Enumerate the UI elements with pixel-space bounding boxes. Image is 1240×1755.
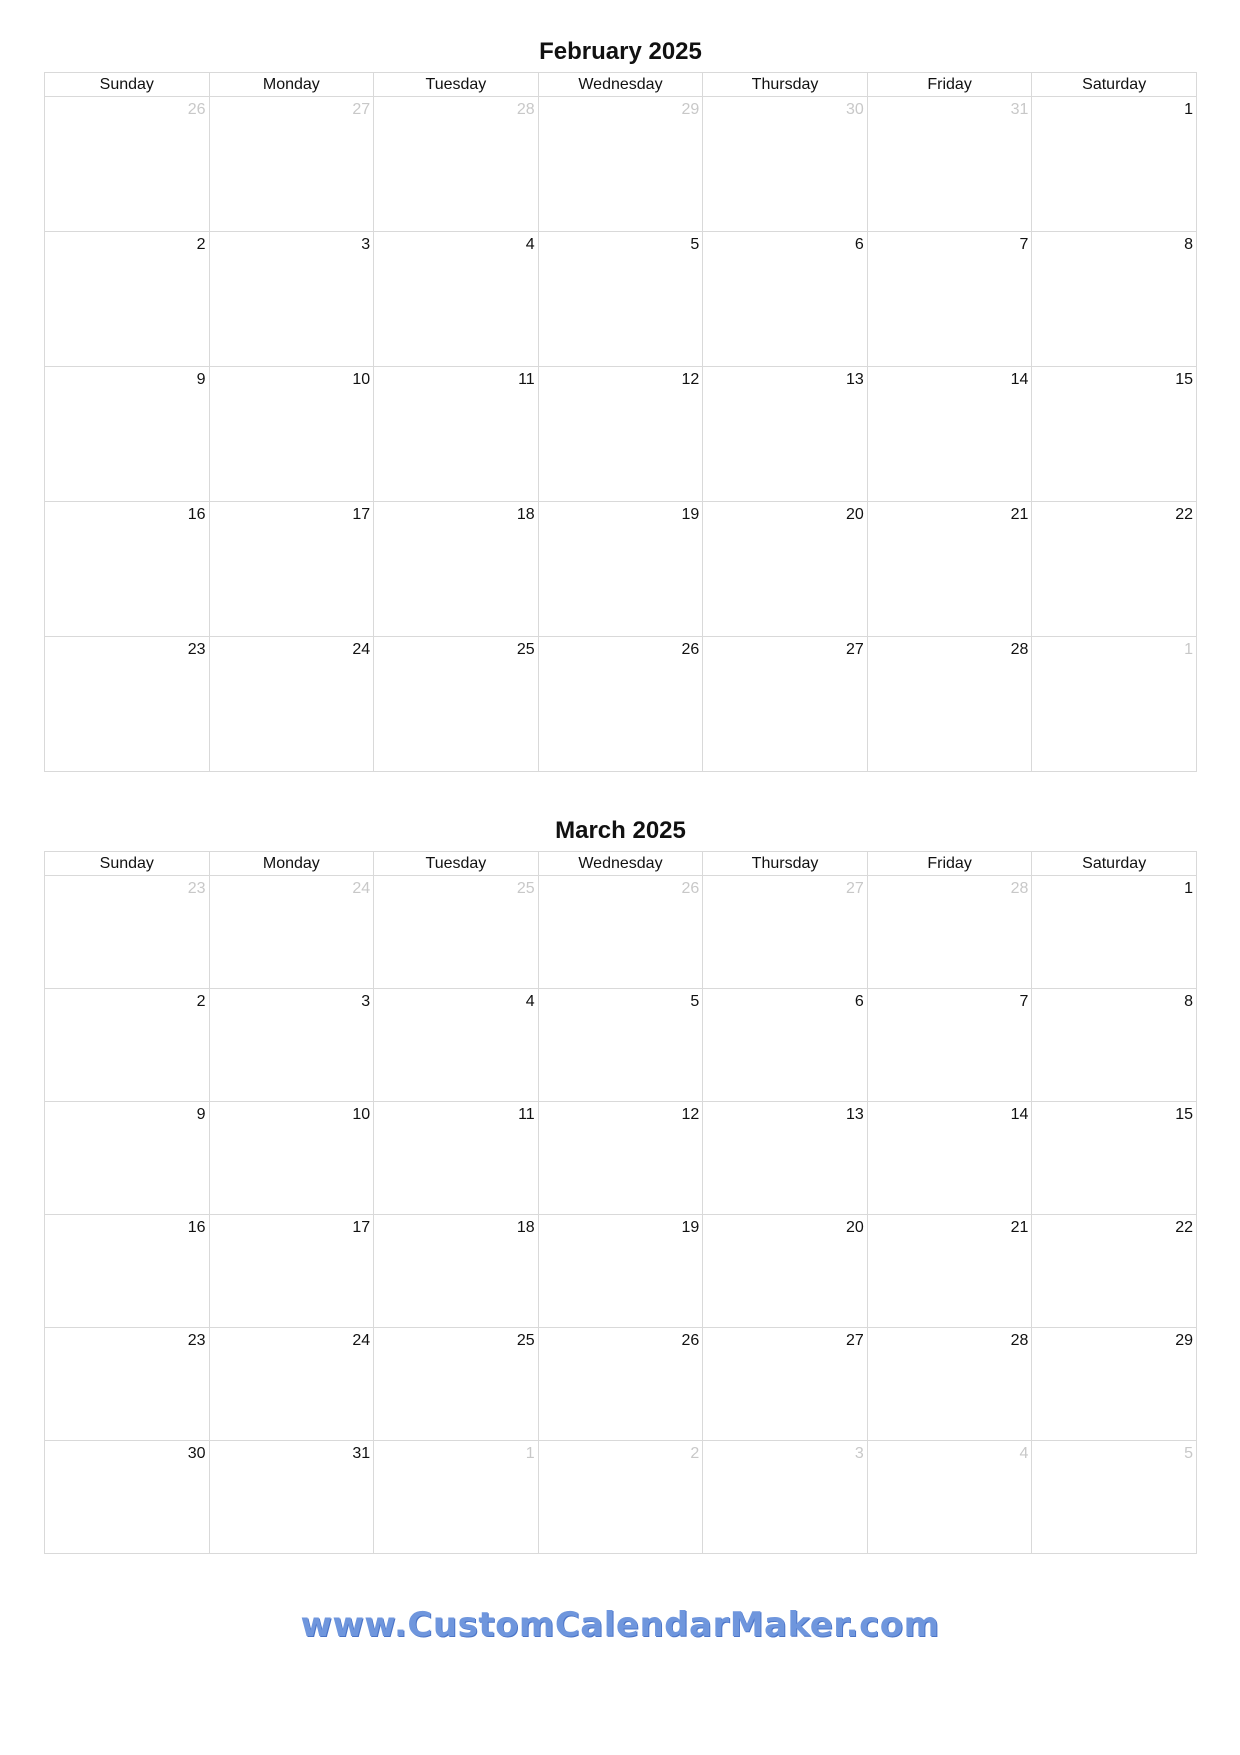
- week-row: [45, 502, 1197, 637]
- week-row: [45, 1328, 1197, 1441]
- day-cell[interactable]: [45, 502, 210, 637]
- day-cell[interactable]: [703, 1102, 868, 1215]
- month-title: February 2025: [539, 38, 702, 65]
- day-cell[interactable]: [45, 1441, 210, 1554]
- day-number: 6: [854, 236, 864, 253]
- week-row: [45, 367, 1197, 502]
- day-cell[interactable]: [867, 1215, 1032, 1328]
- day-cell[interactable]: [45, 1328, 210, 1441]
- day-cell[interactable]: [867, 232, 1032, 367]
- day-cell[interactable]: [1032, 989, 1197, 1102]
- day-number: 1: [1184, 880, 1193, 897]
- day-number: 24: [352, 641, 371, 658]
- footer-website-link[interactable]: www.CustomCalendarMaker.com: [300, 1605, 940, 1645]
- day-number: 3: [854, 1445, 864, 1462]
- day-number: 7: [1019, 993, 1029, 1010]
- day-number: 28: [1010, 1332, 1029, 1349]
- day-cell-other-month[interactable]: [703, 1441, 868, 1554]
- month-title: March 2025: [555, 817, 686, 844]
- day-cell[interactable]: [538, 1215, 703, 1328]
- day-cell[interactable]: [374, 502, 539, 637]
- day-cell[interactable]: [867, 989, 1032, 1102]
- day-number: 5: [690, 993, 700, 1010]
- day-number: 9: [196, 1106, 206, 1123]
- day-number: 26: [681, 641, 700, 658]
- day-number: 9: [196, 371, 206, 388]
- day-number: 17: [352, 506, 371, 523]
- day-number: 5: [690, 236, 700, 253]
- day-cell[interactable]: [867, 502, 1032, 637]
- day-cell[interactable]: [867, 367, 1032, 502]
- day-number: 4: [1019, 1445, 1029, 1462]
- weekday-header-saturday: Saturday: [1032, 73, 1197, 97]
- day-number: 22: [1175, 1219, 1193, 1236]
- weekday-header-tuesday: Tuesday: [374, 852, 539, 876]
- day-number: 24: [352, 1332, 371, 1349]
- day-cell[interactable]: [1032, 97, 1197, 232]
- weekday-header-tuesday: Tuesday: [374, 73, 539, 97]
- day-cell-other-month[interactable]: [45, 876, 210, 989]
- weekday-header-monday: Monday: [209, 73, 374, 97]
- day-cell[interactable]: [703, 1328, 868, 1441]
- weekday-header-sunday: Sunday: [45, 852, 210, 876]
- day-cell[interactable]: [1032, 232, 1197, 367]
- day-cell-other-month[interactable]: [1032, 1441, 1197, 1554]
- day-number: 14: [1010, 371, 1029, 388]
- day-number: 21: [1010, 1219, 1029, 1236]
- day-cell-other-month[interactable]: [1032, 637, 1197, 772]
- day-cell-other-month[interactable]: [867, 97, 1032, 232]
- day-cell[interactable]: [703, 1215, 868, 1328]
- day-number: 23: [187, 880, 206, 897]
- day-number: 1: [1184, 641, 1193, 658]
- day-number: 25: [516, 641, 535, 658]
- day-cell-other-month[interactable]: [374, 876, 539, 989]
- day-number: 15: [1175, 1106, 1193, 1123]
- day-number: 7: [1019, 236, 1029, 253]
- day-number: 4: [525, 993, 535, 1010]
- week-row: [45, 1102, 1197, 1215]
- day-cell[interactable]: [374, 637, 539, 772]
- day-cell[interactable]: [703, 232, 868, 367]
- day-number: 1: [525, 1445, 535, 1462]
- weekday-header-friday: Friday: [867, 852, 1032, 876]
- day-number: 16: [187, 1219, 206, 1236]
- day-number: 26: [681, 1332, 700, 1349]
- day-number: 19: [681, 1219, 700, 1236]
- day-number: 20: [846, 506, 864, 523]
- day-number: 8: [1184, 993, 1193, 1010]
- day-cell[interactable]: [867, 1102, 1032, 1215]
- day-cell[interactable]: [209, 637, 374, 772]
- calendar-body: [45, 876, 1197, 1554]
- day-cell[interactable]: [867, 1328, 1032, 1441]
- weekday-header-row: [45, 852, 1197, 876]
- day-cell[interactable]: [538, 367, 703, 502]
- day-number: 22: [1175, 506, 1193, 523]
- day-cell-other-month[interactable]: [867, 876, 1032, 989]
- day-number: 11: [518, 1106, 535, 1123]
- day-cell[interactable]: [374, 1215, 539, 1328]
- day-number: 1: [1184, 101, 1193, 118]
- calendar-grid: [44, 851, 1197, 1554]
- day-cell[interactable]: [703, 637, 868, 772]
- day-cell[interactable]: [45, 637, 210, 772]
- day-cell[interactable]: [703, 989, 868, 1102]
- day-cell[interactable]: [1032, 1102, 1197, 1215]
- day-cell[interactable]: [538, 1328, 703, 1441]
- day-number: 3: [361, 993, 371, 1010]
- day-cell[interactable]: [1032, 367, 1197, 502]
- weekday-header-thursday: Thursday: [703, 852, 868, 876]
- day-number: 13: [846, 1106, 864, 1123]
- day-cell[interactable]: [45, 232, 210, 367]
- weekday-header-friday: Friday: [867, 73, 1032, 97]
- day-cell[interactable]: [374, 1328, 539, 1441]
- day-cell-other-month[interactable]: [209, 97, 374, 232]
- day-cell[interactable]: [45, 367, 210, 502]
- day-cell[interactable]: [1032, 502, 1197, 637]
- weekday-header-thursday: Thursday: [703, 73, 868, 97]
- weekday-header-sunday: Sunday: [45, 73, 210, 97]
- day-number: 8: [1184, 236, 1193, 253]
- day-number: 28: [1010, 641, 1029, 658]
- day-cell[interactable]: [703, 367, 868, 502]
- day-number: 3: [361, 236, 371, 253]
- day-number: 12: [681, 371, 700, 388]
- calendar-grid: [44, 72, 1197, 772]
- day-number: 29: [681, 101, 700, 118]
- day-number: 26: [681, 880, 700, 897]
- day-number: 31: [1010, 101, 1029, 118]
- day-cell-other-month[interactable]: [703, 876, 868, 989]
- day-cell[interactable]: [538, 989, 703, 1102]
- day-number: 18: [516, 1219, 535, 1236]
- day-number: 30: [846, 101, 864, 118]
- day-cell[interactable]: [867, 637, 1032, 772]
- weekday-header-wednesday: Wednesday: [538, 852, 703, 876]
- week-row: [45, 989, 1197, 1102]
- day-cell-other-month[interactable]: [703, 97, 868, 232]
- week-row: [45, 97, 1197, 232]
- day-number: 17: [352, 1219, 371, 1236]
- day-cell[interactable]: [209, 1215, 374, 1328]
- day-number: 21: [1010, 506, 1029, 523]
- day-number: 15: [1175, 371, 1193, 388]
- week-row: [45, 637, 1197, 772]
- day-number: 31: [352, 1445, 371, 1462]
- day-number: 26: [187, 101, 206, 118]
- day-number: 23: [187, 641, 206, 658]
- weekday-header-saturday: Saturday: [1032, 852, 1197, 876]
- day-number: 29: [1175, 1332, 1193, 1349]
- day-cell-other-month[interactable]: [538, 876, 703, 989]
- calendar-march: [44, 811, 1197, 1554]
- day-number: 28: [516, 101, 535, 118]
- day-cell-other-month[interactable]: [374, 1441, 539, 1554]
- weekday-header-row: [45, 73, 1197, 97]
- day-number: 4: [525, 236, 535, 253]
- day-number: 2: [196, 993, 206, 1010]
- day-cell[interactable]: [45, 1215, 210, 1328]
- day-cell-other-month[interactable]: [374, 97, 539, 232]
- day-cell-other-month[interactable]: [538, 1441, 703, 1554]
- day-number: 10: [352, 371, 371, 388]
- day-number: 18: [516, 506, 535, 523]
- day-number: 27: [846, 641, 864, 658]
- day-cell[interactable]: [209, 989, 374, 1102]
- weekday-header-monday: Monday: [209, 852, 374, 876]
- day-cell-other-month[interactable]: [209, 876, 374, 989]
- day-cell-other-month[interactable]: [538, 97, 703, 232]
- day-cell[interactable]: [374, 232, 539, 367]
- day-number: 27: [846, 880, 864, 897]
- day-cell[interactable]: [374, 367, 539, 502]
- day-number: 20: [846, 1219, 864, 1236]
- day-number: 2: [196, 236, 206, 253]
- week-row: [45, 232, 1197, 367]
- day-cell-other-month[interactable]: [45, 97, 210, 232]
- day-cell[interactable]: [538, 1102, 703, 1215]
- calendar-february: [44, 32, 1197, 772]
- day-cell[interactable]: [209, 367, 374, 502]
- day-number: 25: [516, 880, 535, 897]
- day-cell[interactable]: [1032, 1215, 1197, 1328]
- day-cell[interactable]: [538, 502, 703, 637]
- day-number: 24: [352, 880, 371, 897]
- day-cell[interactable]: [45, 989, 210, 1102]
- day-number: 16: [187, 506, 206, 523]
- weekday-header-wednesday: Wednesday: [538, 73, 703, 97]
- day-cell[interactable]: [374, 1102, 539, 1215]
- day-cell[interactable]: [374, 989, 539, 1102]
- week-row: [45, 1215, 1197, 1328]
- day-cell[interactable]: [209, 1441, 374, 1554]
- week-row: [45, 1441, 1197, 1554]
- day-number: 13: [846, 371, 864, 388]
- day-cell-other-month[interactable]: [867, 1441, 1032, 1554]
- day-number: 27: [846, 1332, 864, 1349]
- day-number: 23: [187, 1332, 206, 1349]
- day-cell[interactable]: [209, 502, 374, 637]
- day-number: 28: [1010, 880, 1029, 897]
- day-number: 11: [518, 371, 535, 388]
- week-row: [45, 876, 1197, 989]
- day-cell[interactable]: [538, 637, 703, 772]
- day-number: 6: [854, 993, 864, 1010]
- day-number: 2: [690, 1445, 700, 1462]
- day-cell[interactable]: [209, 1328, 374, 1441]
- day-cell[interactable]: [209, 1102, 374, 1215]
- day-number: 19: [681, 506, 700, 523]
- day-cell[interactable]: [1032, 1328, 1197, 1441]
- day-number: 27: [352, 101, 371, 118]
- day-cell[interactable]: [1032, 876, 1197, 989]
- day-number: 10: [352, 1106, 371, 1123]
- day-number: 30: [187, 1445, 206, 1462]
- day-number: 5: [1184, 1445, 1193, 1462]
- day-number: 12: [681, 1106, 700, 1123]
- day-number: 14: [1010, 1106, 1029, 1123]
- day-cell[interactable]: [538, 232, 703, 367]
- day-cell[interactable]: [703, 502, 868, 637]
- day-number: 25: [516, 1332, 535, 1349]
- day-cell[interactable]: [45, 1102, 210, 1215]
- calendar-body: [45, 97, 1197, 772]
- day-cell[interactable]: [209, 232, 374, 367]
